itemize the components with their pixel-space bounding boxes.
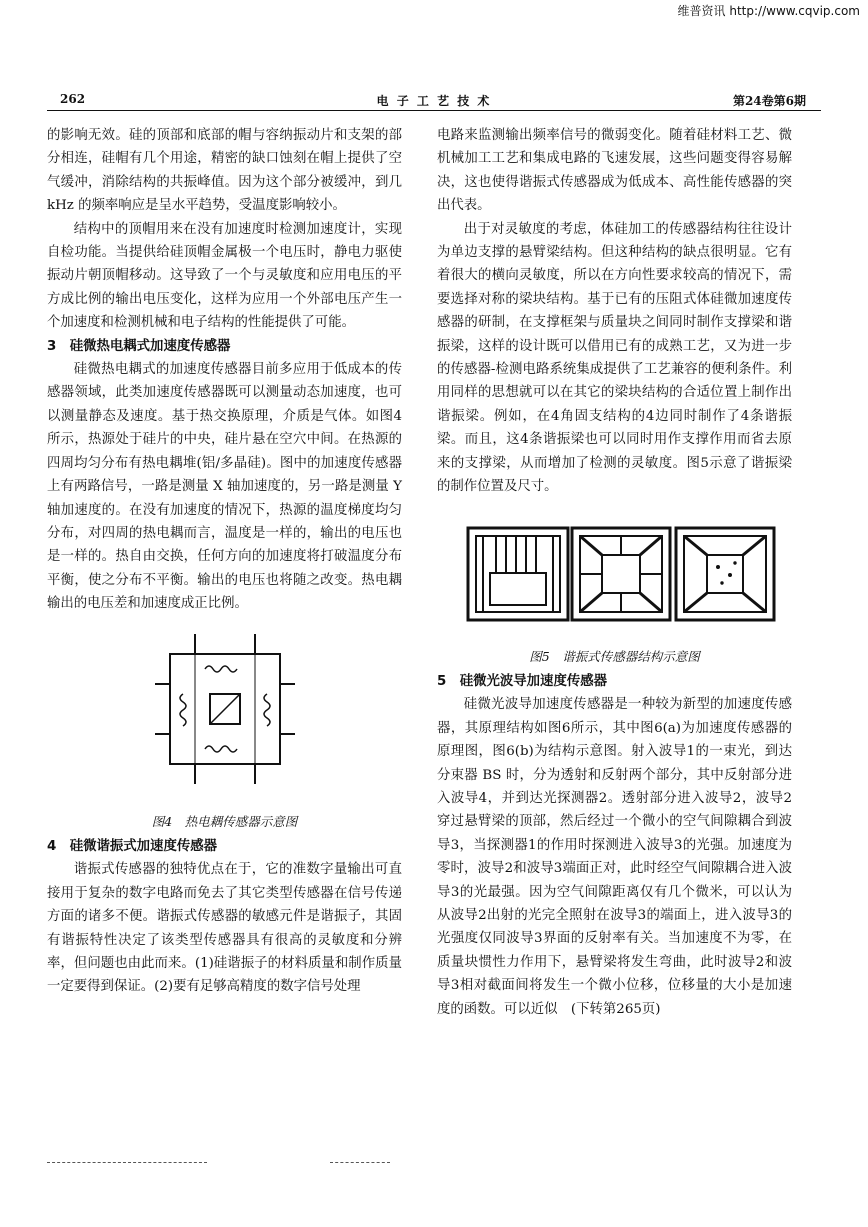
paragraph: 结构中的顶帽用来在没有加速度时检测加速度计，实现自检功能。当提供给硅顶帽金属极一个电压时，静电力驱使振动片朝顶帽移动。这导致了一个与灵敏度和应用电压的平方成比例的输出电压变化，这样为应用一个外部电压产生一个加速度和检测机械和电子结构的性能提供了可能。 bbox=[47, 221, 402, 331]
volume-issue: 第24卷第6期 bbox=[732, 94, 806, 108]
figure-4-thermocouple-diagram bbox=[155, 634, 295, 794]
structure-1 bbox=[468, 528, 568, 620]
left-column bbox=[47, 124, 402, 999]
figure-4-caption: 图4 热电耦传感器示意图 bbox=[151, 813, 298, 829]
footer-rule-right bbox=[330, 1162, 390, 1164]
structure-2 bbox=[572, 528, 670, 620]
figure-5-caption: 图5 谐振式传感器结构示意图 bbox=[529, 648, 700, 664]
watermark: 维普资讯 http://www.cqvip.com bbox=[677, 4, 860, 18]
right-column bbox=[437, 124, 792, 1021]
figure-5-resonant-structures bbox=[450, 523, 780, 623]
journal-title: 电 子 工 艺 技 术 bbox=[376, 94, 492, 108]
thermopile-left bbox=[180, 694, 186, 726]
thermopile-bottom bbox=[205, 746, 237, 752]
paragraph: 硅微热电耦式的加速度传感器目前多应用于低成本的传感器领域，此类加速度传感器既可以测量动态加速度，也可以测量静态及速度。基于热交换原理，介质是气体。如图4所示，热源处于硅片的中央，硅片悬在空穴中间。在热源的四周均匀分布有热电耦堆(铝/多晶硅)。图中的加速度传感器上有两路信号，一路是测量 X 轴加速度的，另一路是测量 Y 轴加速度的。在没有加速度的情况下，热源的温度梯度均匀分布，对四周的热电耦而言，温度是一样的，输出的电压也是一样的。热自由交换，任何方向的加速度将打破温度分布平衡，使之分布不平衡。输出的电压也将随之改变。热电耦输出的电压差和加速度成正比例。 bbox=[47, 362, 402, 612]
paragraph: 出于对灵敏度的考虑，体硅加工的传感器结构往往设计为单边支撑的悬臂梁结构。但这种结构的缺点很明显。它有着很大的横向灵敏度，所以在方向性要求较高的情况下，需要选择对称的梁块结构。基于已有的压阻式体硅微加速度传感器的研制，在支撑框架与质量块之间同时制作支撑梁和谐振梁，这样的设计既可以借用已有的成熟工艺，又为进一步的传感器-检测电路系统集成提供了工艺兼容的便利条件。利用同样的思想就可以在其它的梁块结构的合适位置上制作出谐振梁。例如，在4角固支结构的4边同时制作了4条谐振梁。而且，这4条谐振梁也可以同时用作支撑作用而省去原来的支撑梁，从而增加了检测的灵敏度。图5示意了谐振梁的制作位置及尺寸。 bbox=[437, 221, 792, 495]
paragraph: 电路来监测输出频率信号的微弱变化。随着硅材料工艺、微机械加工工艺和集成电路的飞速发展，这些问题变得容易解决，这也使得谐振式传感器成为低成本、高性能传感器的突出代表。 bbox=[437, 128, 792, 214]
page-number: 262 bbox=[60, 92, 86, 106]
header-rule bbox=[47, 110, 821, 111]
paragraph: 硅微光波导加速度传感器是一种较为新型的加速度传感器，其原理结构如图6所示，其中图6(a)为加速度传感器的原理图，图6(b)为结构示意图。射入波导1的一束光，到达分束器 BS 时，分为透射和反射两个部分，其中反射部分进入波导4，并到达光探测器2。透射部分进入波导2，波导2穿过悬臂梁的顶部，然后经过一个微小的空气间隙耦合到波导3，当探测器1的作用时探测进入波导3的光强。加速度为零时，波导2和波导3端面正对，此时经空气间隙耦合进入波导3的光最强。因为空气间隙距离仅有几个微米，可以认为从波导2出射的光完全照射在波导3的端面上，进入波导3的光强度仅同波导3界面的反射率有关。当加速度不为零，在质量块惯性力作用下，悬臂梁将发生弯曲，此时波导2和波导3相对截面间将发生一个微小位移，位移量的大小是加速度的函数。可以近似 (下转第265页) bbox=[437, 697, 792, 1017]
thermopile-top bbox=[205, 666, 237, 672]
footer-rule-left bbox=[47, 1162, 207, 1164]
paragraph: 谐振式传感器的独特优点在于，它的准数字量输出可直接用于复杂的数字电路而免去了其它类型传感器在信号传递方面的诸多不便。谐振式传感器的敏感元件是谐振子，其固有谐振特性决定了该类型传感器具有很高的灵敏度和分辨率，但问题也由此而来。(1)硅谐振子的材料质量和制作质量一定要得到保证。(2)要有足够高精度的数字信号处理 bbox=[47, 862, 402, 995]
paragraph: 的影响无效。硅的顶部和底部的帽与容纳振动片和支架的部分相连，硅帽有几个用途，精密的缺口蚀刻在帽上提供了空气缓冲，消除结构的共振峰值。因为这个部分被缓冲，到几 kHz 的频率响应是呈水平趋势，受温度影响较小。 bbox=[47, 128, 402, 214]
structure-3 bbox=[676, 528, 774, 620]
section-heading-3: 3 硅微热电耦式加速度传感器 bbox=[47, 338, 231, 354]
thermopile-right bbox=[264, 694, 270, 726]
section-heading-5: 5 硅微光波导加速度传感器 bbox=[437, 673, 608, 689]
section-heading-4: 4 硅微谐振式加速度传感器 bbox=[47, 838, 218, 854]
